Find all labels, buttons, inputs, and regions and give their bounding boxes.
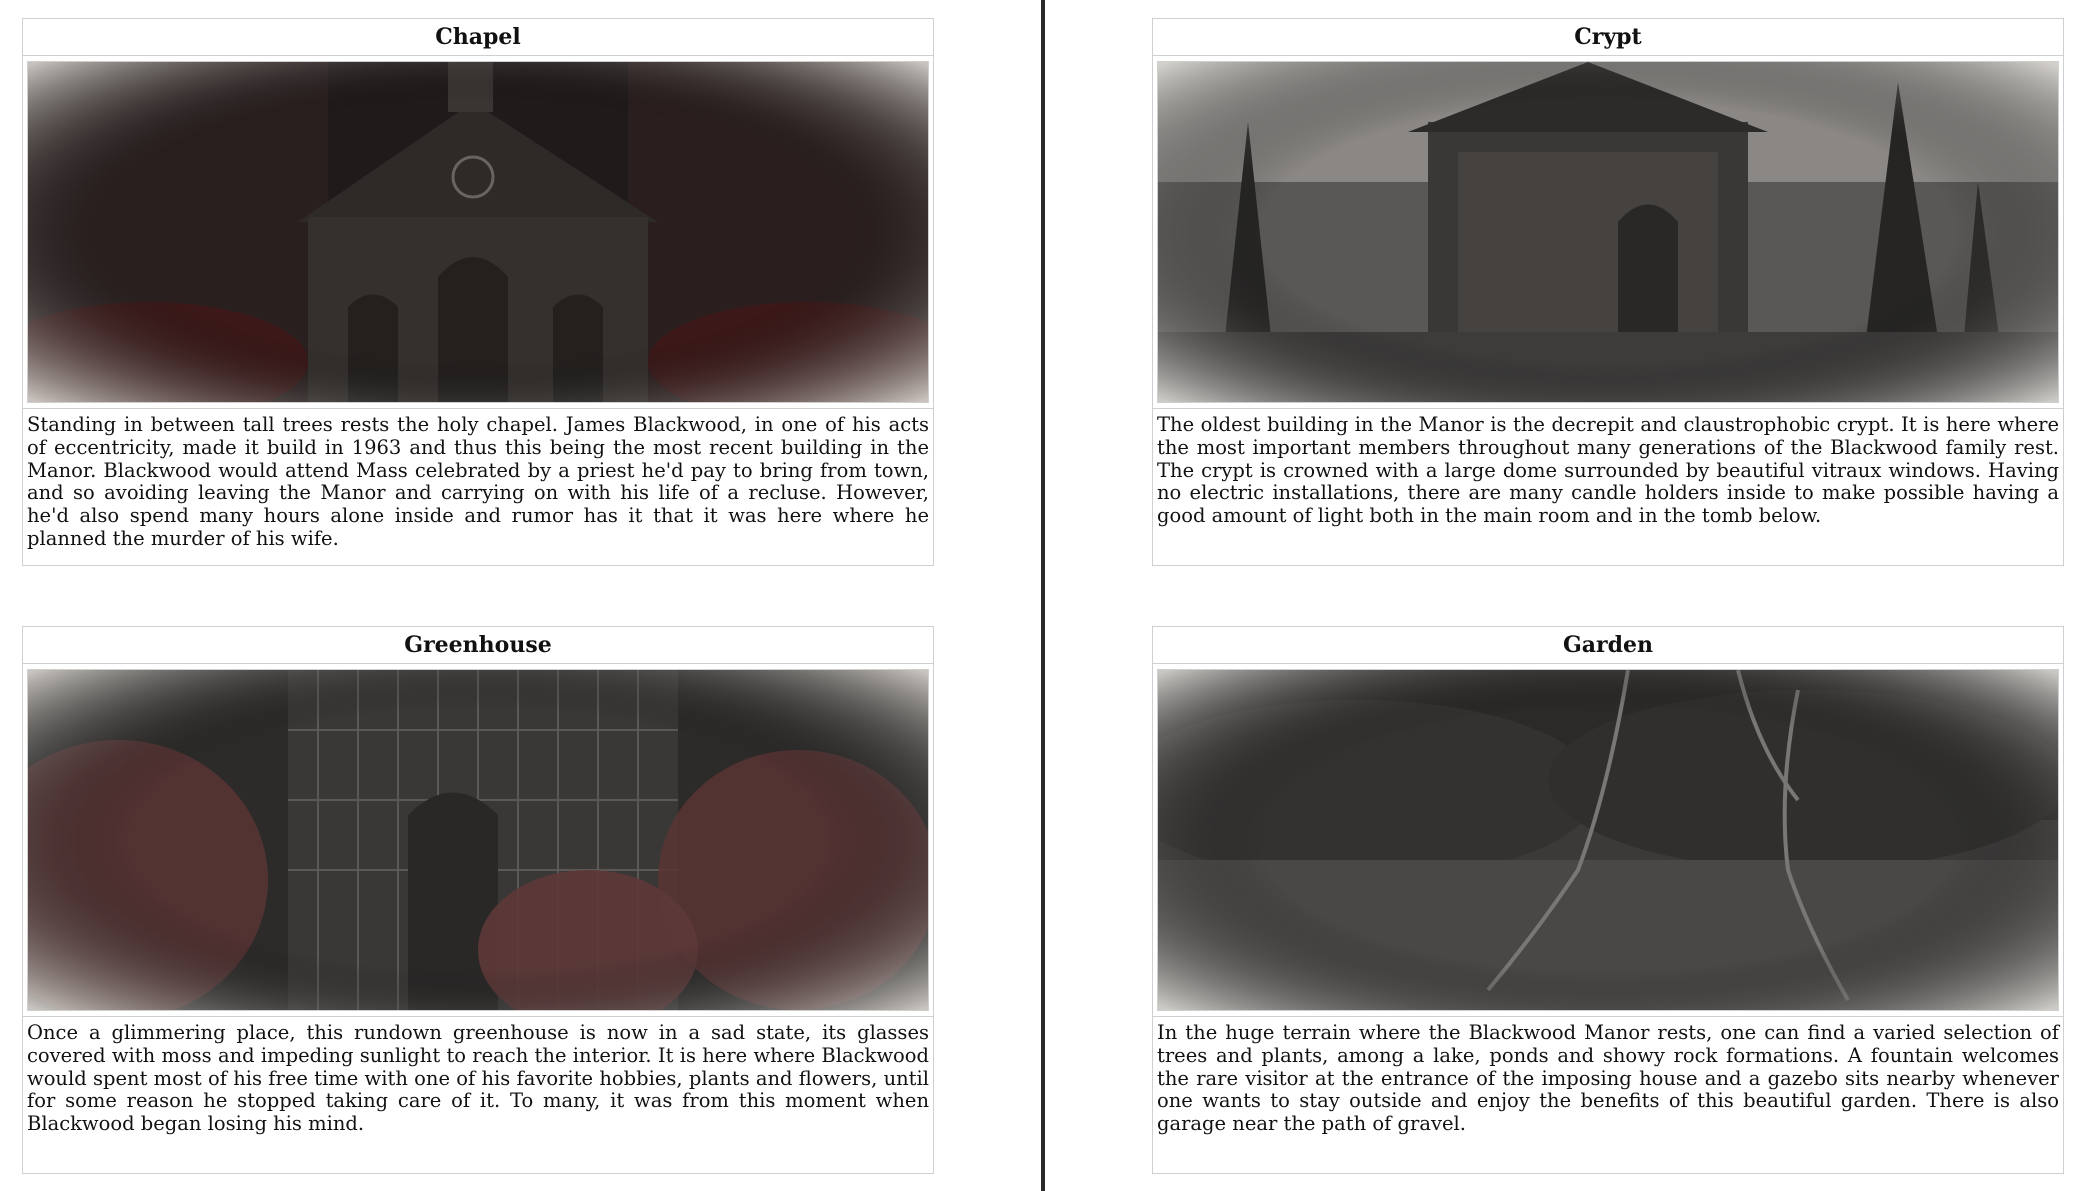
page-divider [1041, 0, 1045, 1191]
crypt-image [1157, 61, 2059, 403]
card-description: Once a glimmering place, this rundown greenhouse is now in a sad state, its glasses covered with moss and impeding sunlight to reach the interior. It is here where Blackwood would spent most of his free time with one of his favorite hobbies, plants and flowers, until for some reason he stopped taking care of it. To many, it was from this moment when Blackwood began losing his mind. [23, 1016, 933, 1173]
location-card-garden [1152, 626, 2064, 1174]
card-description: Standing in between tall trees rests the holy chapel. James Blackwood, in one of his acts of eccentricity, made it build in 1963 and thus this being the most recent building in the Manor. Blackwood would attend Mass celebrated by a priest he'd pay to bring from town, and so avoiding leaving the Manor and carrying on with his life of a recluse. However, he'd also spend many hours alone inside and rumor has it that it was here where he planned the murder of his wife. [23, 408, 933, 565]
card-title: Crypt [1153, 19, 2063, 56]
card-title: Garden [1153, 627, 2063, 664]
card-title: Chapel [23, 19, 933, 56]
card-title: Greenhouse [23, 627, 933, 664]
chapel-image [27, 61, 929, 403]
card-description: The oldest building in the Manor is the decrepit and claustrophobic crypt. It is here where the most important members throughout many generations of the Blackwood family rest. The crypt is crowned with a large dome surrounded by beautiful vitraux windows. Having no electric installations, there are many candle holders inside to make possible having a good amount of light both in the main room and in the tomb below. [1153, 408, 2063, 565]
location-card-chapel [22, 18, 934, 566]
location-card-crypt [1152, 18, 2064, 566]
garden-image [1157, 669, 2059, 1011]
card-description: In the huge terrain where the Blackwood Manor rests, one can find a varied selection of trees and plants, among a lake, ponds and showy rock formations. A fountain welcomes the rare visitor at the entrance of the imposing house and a gazebo sits nearby whenever one wants to stay outside and enjoy the benefits of this beautiful garden. There is also garage near the path of gravel. [1153, 1016, 2063, 1173]
greenhouse-image [27, 669, 929, 1011]
location-card-greenhouse [22, 626, 934, 1174]
